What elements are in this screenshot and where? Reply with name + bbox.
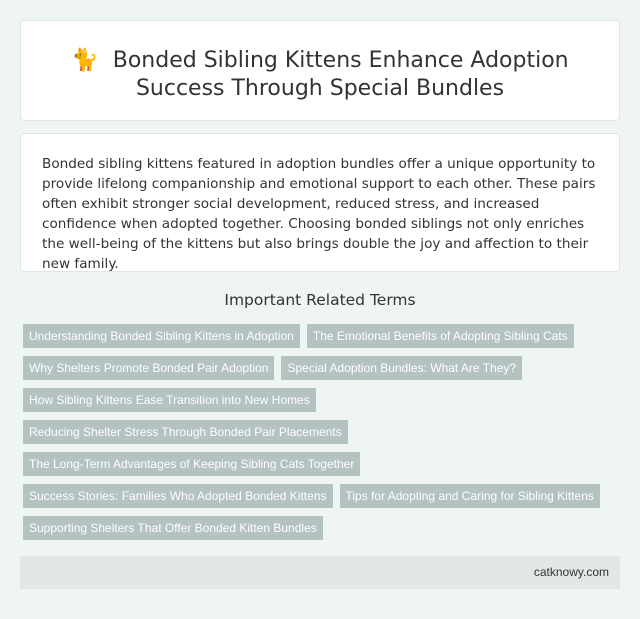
cat-icon: 🐈 [71, 48, 99, 73]
related-term-tag[interactable]: The Emotional Benefits of Adopting Sibling Cats [307, 324, 574, 348]
title-line-2: Success Through Special Bundles [135, 76, 505, 101]
title-card [20, 20, 620, 121]
related-term-tag[interactable]: Why Shelters Promote Bonded Pair Adoption [23, 356, 274, 380]
related-term-tag[interactable]: Tips for Adopting and Caring for Sibling Kittens [340, 484, 600, 508]
related-term-tag[interactable]: Supporting Shelters That Offer Bonded Kitten Bundles [23, 516, 323, 540]
related-term-tag[interactable]: Success Stories: Families Who Adopted Bonded Kittens [23, 484, 333, 508]
related-term-tag[interactable]: Reducing Shelter Stress Through Bonded Pair Placements [23, 420, 348, 444]
footer [20, 556, 620, 589]
related-term-tag[interactable]: Special Adoption Bundles: What Are They? [281, 356, 522, 380]
page-title [21, 47, 619, 103]
related-term-tag[interactable]: Understanding Bonded Sibling Kittens in Adoption [23, 324, 300, 348]
related-term-tag[interactable]: How Sibling Kittens Ease Transition into New Homes [23, 388, 316, 412]
title-line-1: Bonded Sibling Kittens Enhance Adoption [112, 48, 569, 73]
related-terms-heading: Important Related Terms [224, 291, 416, 309]
description-text: Bonded sibling kittens featured in adoption bundles offer a unique opportunity to provide lifelong companionship and emotional support to each other. These pairs often exhibit stronger social development, reduced stress, and increased confidence when adopted together. Choosing bonded siblings not only enriches the well-being of the kittens but also brings double the joy and affection to their new family. [42, 156, 596, 272]
related-terms-list [23, 324, 623, 540]
related-term-tag[interactable]: The Long-Term Advantages of Keeping Sibling Cats Together [23, 452, 360, 476]
footer-site-link[interactable]: catknowy.com [533, 565, 609, 579]
description-card [20, 133, 620, 272]
